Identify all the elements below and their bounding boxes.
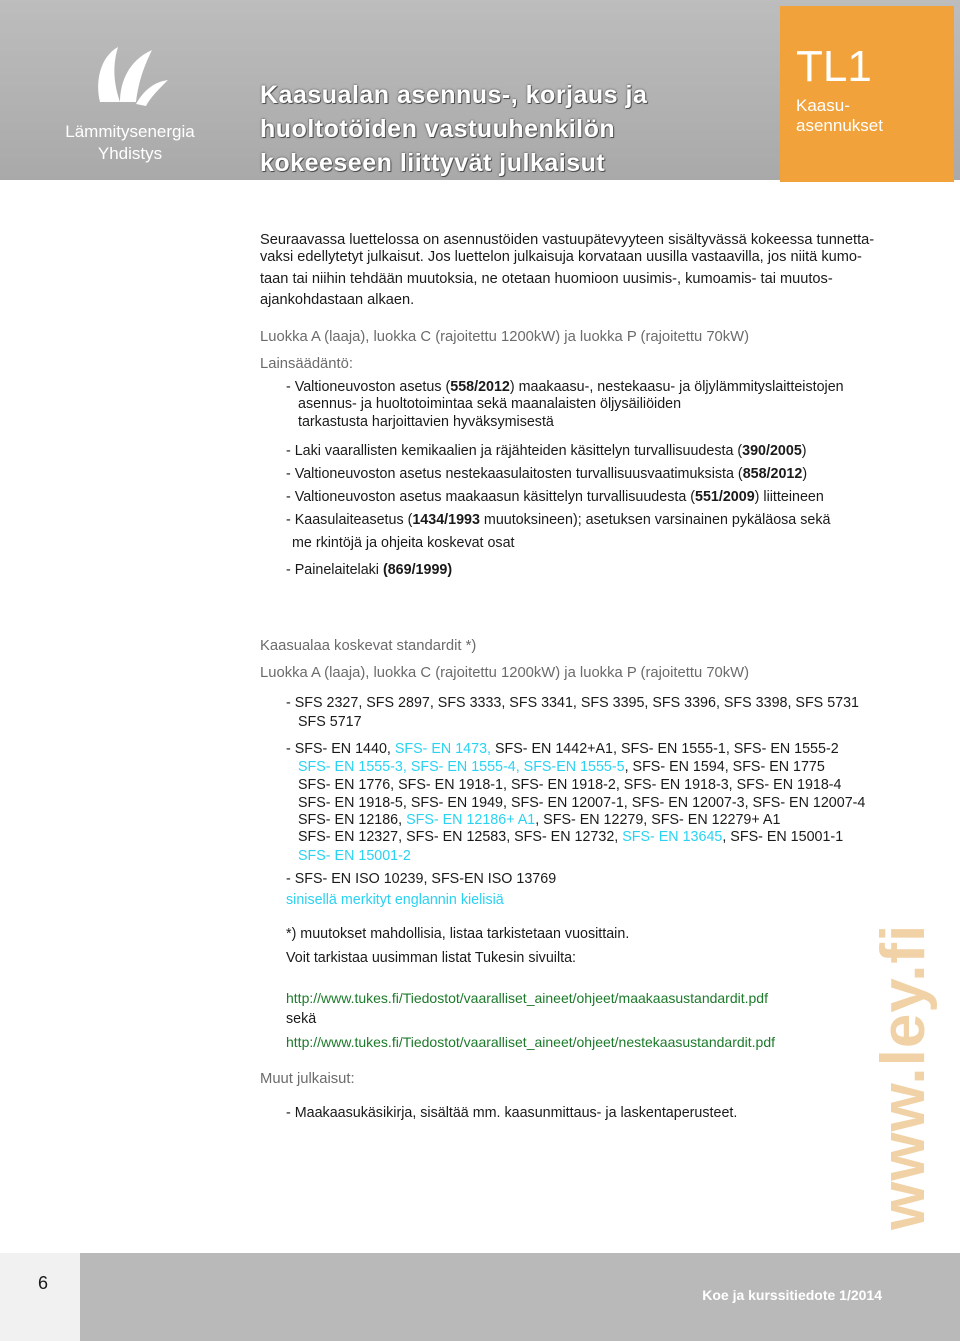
org-name-line2: Yhdistys xyxy=(97,144,163,163)
law-text: - Laki vaarallisten kemikaalien ja räjähteiden käsittelyn turvallisuudesta ( xyxy=(286,443,743,459)
law-item xyxy=(286,378,844,396)
standard-list: - SFS 2327, SFS 2897, SFS 3333, SFS 3341, SFS 3395, SFS 3396, SFS 3398, SFS 5731 xyxy=(286,695,859,711)
section3-heading: Muut julkaisut: xyxy=(260,1071,355,1087)
law-text: - Painelaitelaki xyxy=(286,562,383,578)
footer-publication: Koe ja kurssitiedote 1/2014 xyxy=(702,1287,882,1303)
law-number: 558/2012 xyxy=(450,379,510,395)
leaf-logo-icon xyxy=(90,42,170,112)
watermark-text: www.ley.fi xyxy=(869,923,938,1230)
page-title: Kaasualan asennus-, korjaus ja huoltotöiden vastuuhenkilön kokeeseen liittyvät julkaisut xyxy=(260,81,648,177)
page-header xyxy=(0,0,960,180)
law-text: - Valtioneuvoston asetus nestekaasulaitosten turvallisuusvaatimuksista ( xyxy=(286,466,743,482)
standard-english: SFS- EN 13645 xyxy=(622,829,723,845)
intro-line: ajankohdastaan alkaen. xyxy=(260,292,415,309)
publication-item: - Maakaasukäsikirja, sisältää mm. kaasunmittaus- ja laskentaperusteet. xyxy=(286,1105,738,1121)
standard-list xyxy=(286,740,839,758)
law-item-continuation: asennus- ja huoltotoimintaa sekä maanalaisten öljysäiliöiden xyxy=(298,396,682,412)
standard-text: , SFS- EN 12279, SFS- EN 12279+ A1 xyxy=(535,812,781,828)
section1-heading: Luokka A (laaja), luokka C (rajoitettu 1200kW) ja luokka P (rajoitettu 70kW) xyxy=(260,329,750,345)
law-number: 858/2012 xyxy=(742,466,803,482)
page-number-box xyxy=(0,1253,80,1341)
law-number: 390/2005 xyxy=(742,443,802,459)
intro-line: taan tai niihin tehdään muutoksia, ne otetaan huomioon uusimis-, kumoamis- tai muutos- xyxy=(260,270,833,287)
law-item xyxy=(286,488,824,506)
section-badge xyxy=(780,6,954,182)
standard-list-continuation: SFS 5717 xyxy=(298,714,362,730)
law-text: ) liitteineen xyxy=(754,489,824,505)
standard-text: SFS- EN 1442+A1, SFS- EN 1555-1, SFS- EN 1555-2 xyxy=(491,741,839,757)
law-number: (869/1999) xyxy=(382,562,453,578)
section2-heading: Kaasualaa koskevat standardit *) xyxy=(260,638,477,654)
standard-text: SFS- EN 12186, xyxy=(298,812,407,828)
section1-subheading: Lainsäädäntö: xyxy=(260,356,353,372)
standard-list-continuation xyxy=(298,829,843,846)
standard-text: , SFS- EN 1594, SFS- EN 1775 xyxy=(624,759,825,775)
standard-list-continuation xyxy=(298,759,825,776)
law-text: ) xyxy=(802,466,808,482)
standards-note: Voit tarkistaa uusimman listat Tukesin sivuilta: xyxy=(286,950,577,966)
org-logo xyxy=(40,42,220,172)
tukes-link-nestekaasu[interactable]: http://www.tukes.fi/Tiedostot/vaaralliset_aineet/ohjeet/nestekaasustandardit.pdf xyxy=(286,1034,775,1050)
standard-list: - SFS- EN ISO 10239, SFS-EN ISO 13769 xyxy=(286,871,557,887)
law-item-continuation: tarkastusta harjoittavien hyväksymisestä xyxy=(298,414,554,430)
law-text: - Kaasulaiteasetus ( xyxy=(286,512,413,528)
watermark xyxy=(868,923,938,1230)
law-item xyxy=(286,561,452,579)
law-item xyxy=(286,442,807,460)
page-footer xyxy=(0,1253,960,1341)
standard-text: , SFS- EN 15001-1 xyxy=(722,829,844,845)
tukes-link-maakaasu[interactable]: http://www.tukes.fi/Tiedostot/vaaralliset_aineet/ohjeet/maakaasustandardit.pdf xyxy=(286,990,768,1006)
standard-list-continuation: SFS- EN 15001-2 xyxy=(298,848,411,864)
law-item xyxy=(286,465,807,483)
standard-english: SFS- EN 12186+ A1 xyxy=(406,812,536,828)
section-subtitle-line2: asennukset xyxy=(796,116,883,135)
law-number: 1434/1993 xyxy=(412,512,480,528)
section2-subheading: Luokka A (laaja), luokka C (rajoitettu 1200kW) ja luokka P (rajoitettu 70kW) xyxy=(260,665,750,681)
link-conjunction: sekä xyxy=(286,1011,317,1027)
org-name-line1: Lämmitysenergia xyxy=(65,122,195,141)
english-note: sinisellä merkityt englannin kielisiä xyxy=(286,892,504,908)
section-subtitle-line1: Kaasu- xyxy=(796,96,850,115)
law-text: muutoksineen); asetuksen varsinainen pykäläosa sekä xyxy=(479,512,831,528)
law-item xyxy=(286,511,830,529)
law-text: ) maakaasu-, nestekaasu- ja öljylämmityslaitteistojen xyxy=(509,379,844,395)
section-subtitle xyxy=(796,96,883,136)
standard-list-continuation xyxy=(298,812,780,829)
law-item-continuation: me rkintöjä ja ohjeita koskevat osat xyxy=(292,535,515,551)
standard-english: SFS- EN 1555-3, SFS- EN 1555-4, SFS-EN 1555-5 xyxy=(298,759,625,775)
intro-paragraph xyxy=(260,232,920,310)
standard-list-continuation: SFS- EN 1918-5, SFS- EN 1949, SFS- EN 12007-1, SFS- EN 12007-3, SFS- EN 12007-4 xyxy=(298,795,866,811)
law-text: - Valtioneuvoston asetus maakaasun käsittelyn turvallisuudesta ( xyxy=(286,489,696,505)
law-text: - Valtioneuvoston asetus ( xyxy=(286,379,451,395)
standard-text: SFS- EN 12327, SFS- EN 12583, SFS- EN 12732, xyxy=(298,829,623,845)
law-text: ) xyxy=(801,443,807,459)
standard-list-continuation: SFS- EN 1776, SFS- EN 1918-1, SFS- EN 1918-2, SFS- EN 1918-3, SFS- EN 1918-4 xyxy=(298,777,842,793)
section-code: TL1 xyxy=(796,42,872,91)
standards-note: *) muutokset mahdollisia, listaa tarkistetaan vuosittain. xyxy=(286,926,630,942)
law-number: 551/2009 xyxy=(695,489,755,505)
standard-text: - SFS- EN 1440, xyxy=(286,741,395,757)
standard-english: SFS- EN 1473, xyxy=(394,741,492,757)
intro-line: Seuraavassa luettelossa on asennustöiden vastuupätevyyteen sisältyvässä kokeessa tunnetta- xyxy=(260,232,875,248)
page-number: 6 xyxy=(38,1273,49,1293)
intro-line: vaksi edellytetyt julkaisut. Jos luettelon julkaisuja korvataan uusilla vastaavilla, jos niitä kumo- xyxy=(260,249,862,266)
